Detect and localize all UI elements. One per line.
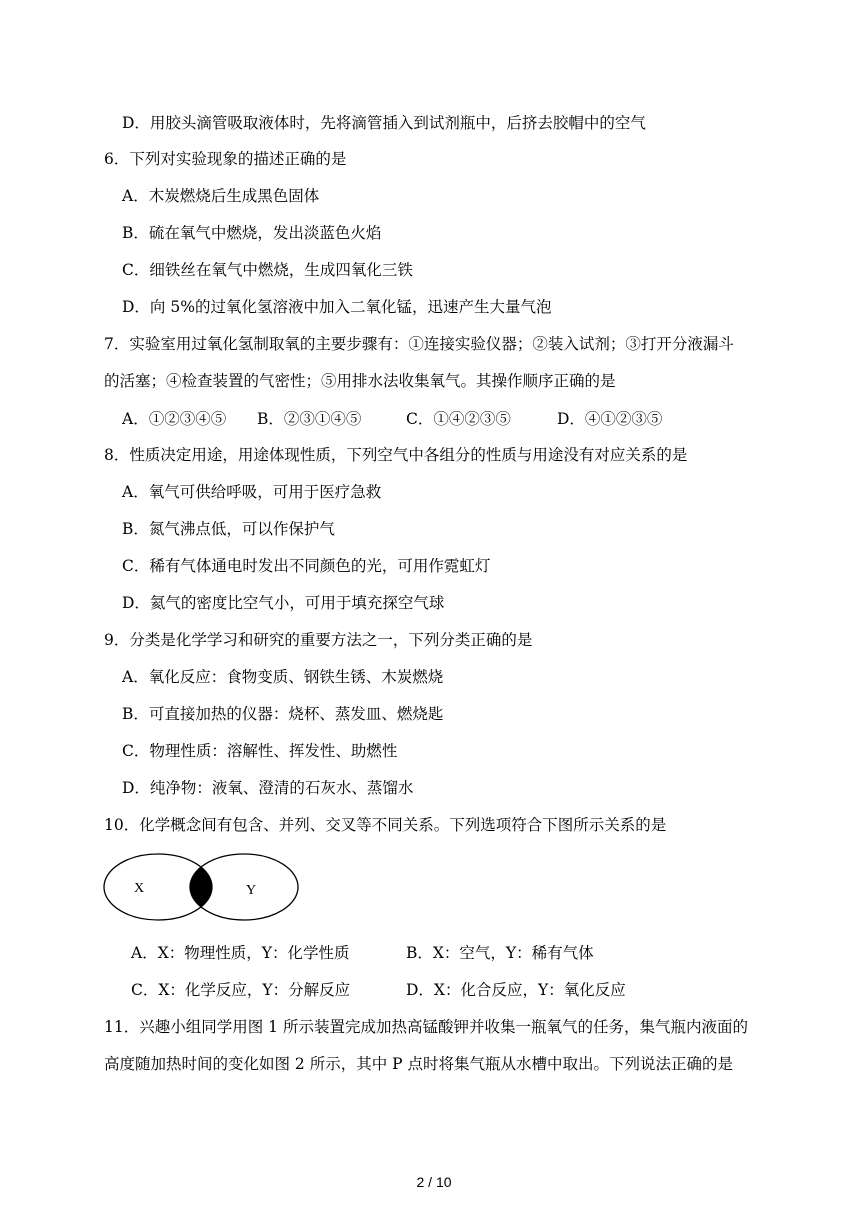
q6-option-b: B．硫在氧气中燃烧，发出淡蓝色火焰 — [122, 224, 382, 242]
q7-option-c: C．①④②③⑤ — [406, 410, 511, 428]
q10-option-d: D．X：化合反应，Y：氧化反应 — [406, 981, 626, 999]
q8-option-c: C．稀有气体通电时发出不同颜色的光，可用作霓虹灯 — [122, 557, 491, 575]
question-8: 8．性质决定用途，用途体现性质，下列空气中各组分的性质与用途没有对应关系的是 — [104, 446, 688, 464]
q9-option-c: C．物理性质：溶解性、挥发性、助燃性 — [122, 742, 398, 760]
q7-option-d: D．④①②③⑤ — [557, 410, 663, 428]
q8-option-b: B．氮气沸点低，可以作保护气 — [122, 520, 335, 538]
q6-option-c: C．细铁丝在氧气中燃烧，生成四氧化三铁 — [122, 261, 413, 279]
question-10: 10．化学概念间有包含、并列、交叉等不同关系。下列选项符合下图所示关系的是 — [104, 816, 667, 834]
q9-option-d: D．纯净物：液氧、澄清的石灰水、蒸馏水 — [122, 779, 414, 797]
q10-option-c: C．X：化学反应，Y：分解反应 — [131, 981, 351, 999]
question-7-line-2: 的活塞；④检查装置的气密性；⑤用排水法收集氧气。其操作顺序正确的是 — [104, 372, 616, 390]
venn-label-y: Y — [246, 883, 257, 898]
q8-option-d: D．氦气的密度比空气小，可用于填充探空气球 — [122, 594, 445, 612]
venn-diagram — [100, 850, 310, 924]
question-11-line-1: 11．兴趣小组同学用图 1 所示装置完成加热高锰酸钾并收集一瓶氧气的任务，集气瓶内液面的 — [104, 1018, 748, 1036]
q5-option-d: D．用胶头滴管吸取液体时，先将滴管插入到试剂瓶中，后挤去胶帽中的空气 — [122, 114, 646, 132]
q10-option-b: B．X：空气，Y：稀有气体 — [406, 944, 594, 962]
q10-option-a: A．X：物理性质，Y：化学性质 — [131, 944, 350, 962]
venn-label-x: X — [134, 881, 145, 896]
question-7-line-1: 7．实验室用过氧化氢制取氧的主要步骤有：①连接实验仪器；②装入试剂；③打开分液漏斗 — [104, 335, 734, 353]
q9-option-a: A．氧化反应：食物变质、钢铁生锈、木炭燃烧 — [122, 668, 444, 686]
question-11-line-2: 高度随加热时间的变化如图 2 所示，其中 P 点时将集气瓶从水槽中取出。下列说法正确的是 — [104, 1055, 734, 1073]
q7-option-a: A．①②③④⑤ — [122, 410, 227, 428]
q8-option-a: A．氧气可供给呼吸，可用于医疗急救 — [122, 483, 382, 501]
q7-option-b: B．②③①④⑤ — [257, 410, 362, 428]
question-9: 9．分类是化学学习和研究的重要方法之一，下列分类正确的是 — [104, 631, 533, 649]
question-6: 6．下列对实验现象的描述正确的是 — [104, 150, 347, 168]
q6-option-d: D．向 5%的过氧化氢溶液中加入二氧化锰，迅速产生大量气泡 — [122, 298, 552, 316]
q9-option-b: B．可直接加热的仪器：烧杯、蒸发皿、燃烧匙 — [122, 705, 444, 723]
page-number: 2 / 10 — [416, 1174, 452, 1190]
q6-option-a: A．木炭燃烧后生成黑色固体 — [122, 187, 320, 205]
